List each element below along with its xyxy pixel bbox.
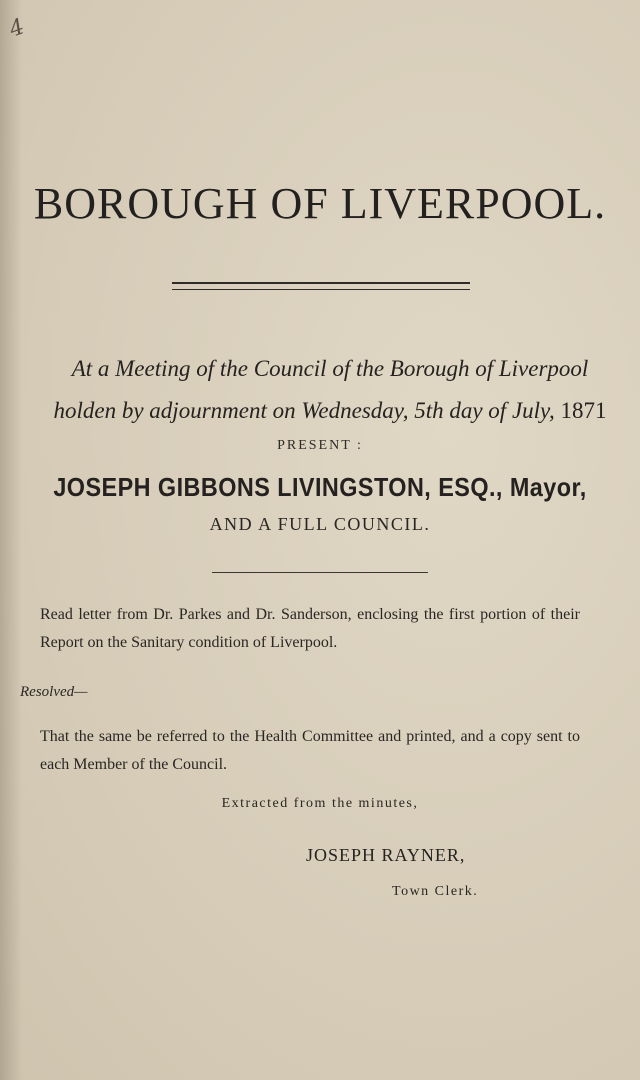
intro-line-2-text: holden by adjournment on Wednesday, 5th day of July,: [53, 398, 555, 423]
extracted-line: Extracted from the minutes,: [221, 796, 419, 811]
meeting-intro: [20, 348, 640, 432]
document-title: BOROUGH OF LIVERPOOL.: [33, 179, 607, 228]
meeting-year: 1871: [560, 398, 607, 423]
section-divider: [212, 572, 428, 573]
full-council-line: AND A FULL COUNCIL.: [209, 514, 431, 534]
title-double-rule: [172, 282, 470, 290]
mayor-name: JOSEPH GIBBONS LIVINGSTON, ESQ., Mayor,: [53, 472, 587, 502]
letter-paragraph: Read letter from Dr. Parkes and Dr. Sanderson, enclosing the first portion of their Report on the Sanitary condition of Liverpool.: [40, 606, 580, 651]
corner-pencil-mark: 4: [6, 14, 28, 43]
present-heading: PRESENT :: [277, 438, 363, 453]
signatory-name: JOSEPH RAYNER,: [306, 845, 466, 865]
resolution-paragraph: That the same be referred to the Health Committee and printed, and a copy sent to each Member of the Council.: [40, 728, 580, 773]
intro-line-2: [20, 390, 640, 432]
signatory-title: Town Clerk.: [392, 884, 479, 899]
resolved-label: Resolved—: [20, 684, 88, 700]
intro-line-1: At a Meeting of the Council of the Borough of Liverpool: [71, 356, 589, 381]
